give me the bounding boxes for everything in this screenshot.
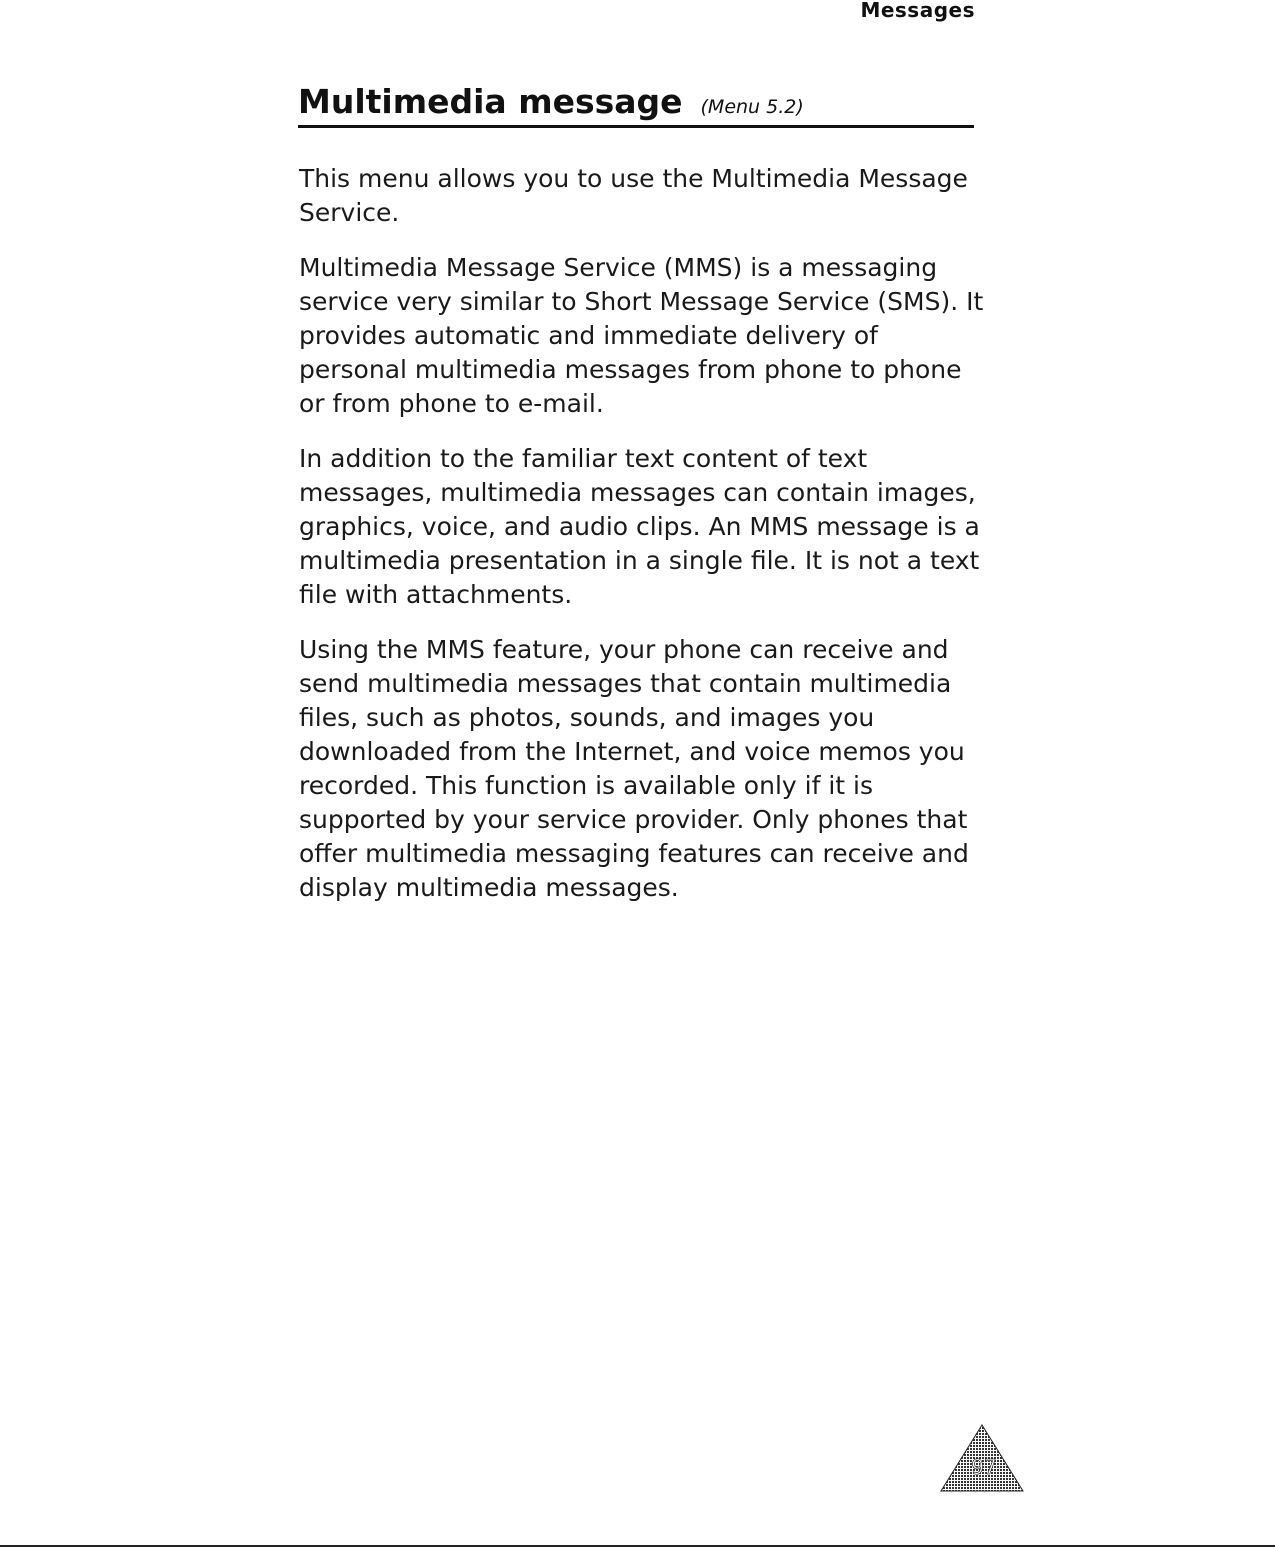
paragraph-mms-feature: Using the MMS feature, your phone can receive and send multimedia messages that contain multimedia files, such as photos, sounds, and images you downloaded from the Internet, and voice memos you recorded. This function is available only if it is supported by your service provider. Only phones that offer multimedia messaging features can receive and display multimedia messages.	[299, 635, 969, 902]
bottom-rule	[0, 1545, 1275, 1547]
section-title	[298, 82, 974, 128]
paragraph-mms-content: In addition to the familiar text content of text messages, multimedia messages can contain images, graphics, voice, and audio clips. An MMS message is a multimedia presentation in a single file. It is not a text file with attachments.	[299, 444, 980, 609]
section-title-text: Multimedia message	[298, 82, 683, 121]
menu-reference: (Menu 5.2)	[700, 96, 804, 118]
body-text	[299, 162, 989, 926]
running-header: Messages	[860, 0, 975, 22]
paragraph-mms-definition: Multimedia Message Service (MMS) is a messaging service very similar to Short Message Service (SMS). It provides automatic and immediate delivery of personal multimedia messages from phone to phone or from phone to e-mail.	[299, 253, 984, 418]
paragraph-intro: This menu allows you to use the Multimedia Message Service.	[299, 164, 968, 227]
triangle-page-marker-icon	[940, 1424, 1024, 1492]
page-number: 97	[971, 1455, 997, 1479]
